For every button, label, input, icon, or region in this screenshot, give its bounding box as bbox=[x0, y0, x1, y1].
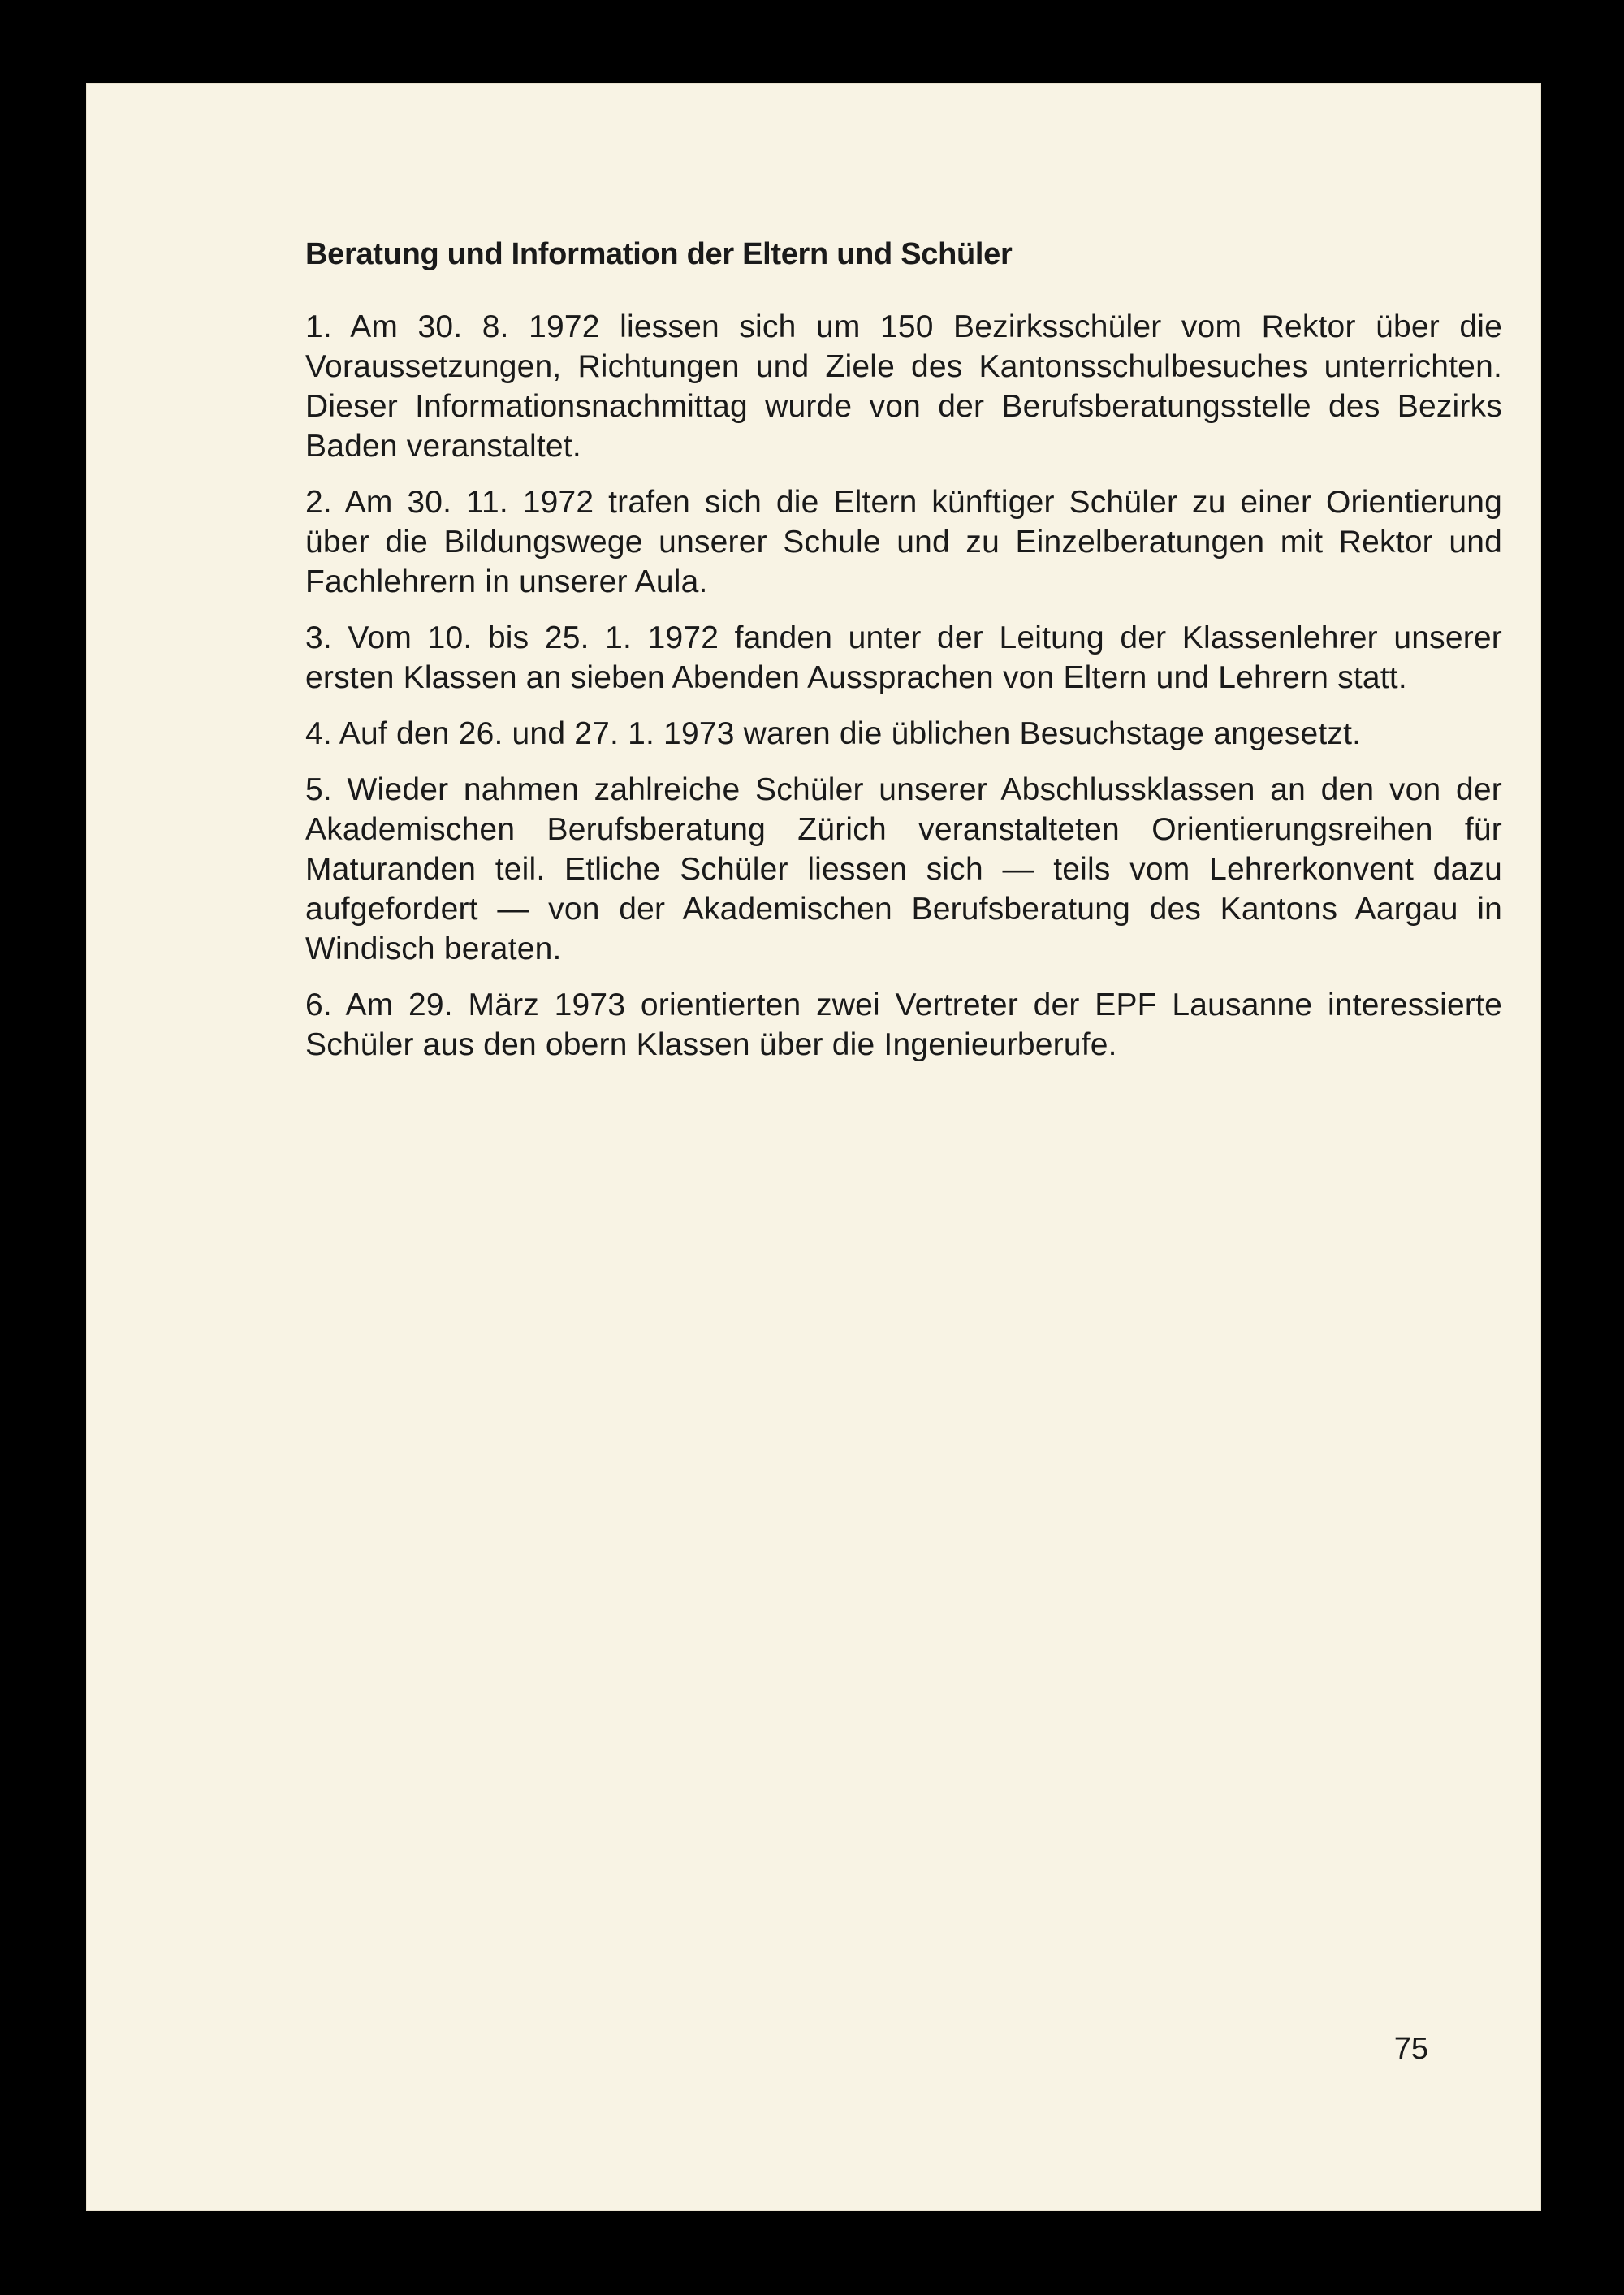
page-number: 75 bbox=[1393, 2032, 1428, 2066]
section-heading: Beratung und Information der Eltern und Schüler bbox=[305, 237, 1013, 271]
page-content bbox=[305, 234, 1502, 1081]
paragraph-5: 5. Wieder nahmen zahlreiche Schüler unserer Abschlussklassen an den von der Akademischen Berufsberatung Zürich veranstalteten Orientierungsreihen für Maturanden teil. Etliche Schüler liessen sich — teils vom Lehrerkonvent dazu aufgefordert — von der Akademischen Berufsberatung des Kantons Aargau in Windisch beraten. bbox=[305, 772, 1502, 966]
paragraph-3: 3. Vom 10. bis 25. 1. 1972 fanden unter der Leitung der Klassenlehrer unserer ersten Klassen an sieben Abenden Aussprachen von Eltern und Lehrern statt. bbox=[305, 620, 1502, 695]
paragraph-1: 1. Am 30. 8. 1972 liessen sich um 150 Bezirksschüler vom Rektor über die Voraussetzungen, Richtungen und Ziele des Kantonsschulbesuches unterrichten. Dieser Informationsnachmittag wurde von der Berufsberatungsstelle des Bezirks Baden veranstaltet. bbox=[305, 309, 1502, 464]
document-page bbox=[86, 83, 1541, 2211]
paragraph-2: 2. Am 30. 11. 1972 trafen sich die Eltern künftiger Schüler zu einer Orientierung über die Bildungswege unserer Schule und zu Einzelberatungen mit Rektor und Fachlehrern in unserer Aula. bbox=[305, 485, 1502, 599]
paragraph-4: 4. Auf den 26. und 27. 1. 1973 waren die üblichen Besuchstage angesetzt. bbox=[305, 716, 1362, 751]
paragraph-6: 6. Am 29. März 1973 orientierten zwei Vertreter der EPF Lausanne interessierte Schüler aus den obern Klassen über die Ingenieurberufe. bbox=[305, 988, 1502, 1062]
